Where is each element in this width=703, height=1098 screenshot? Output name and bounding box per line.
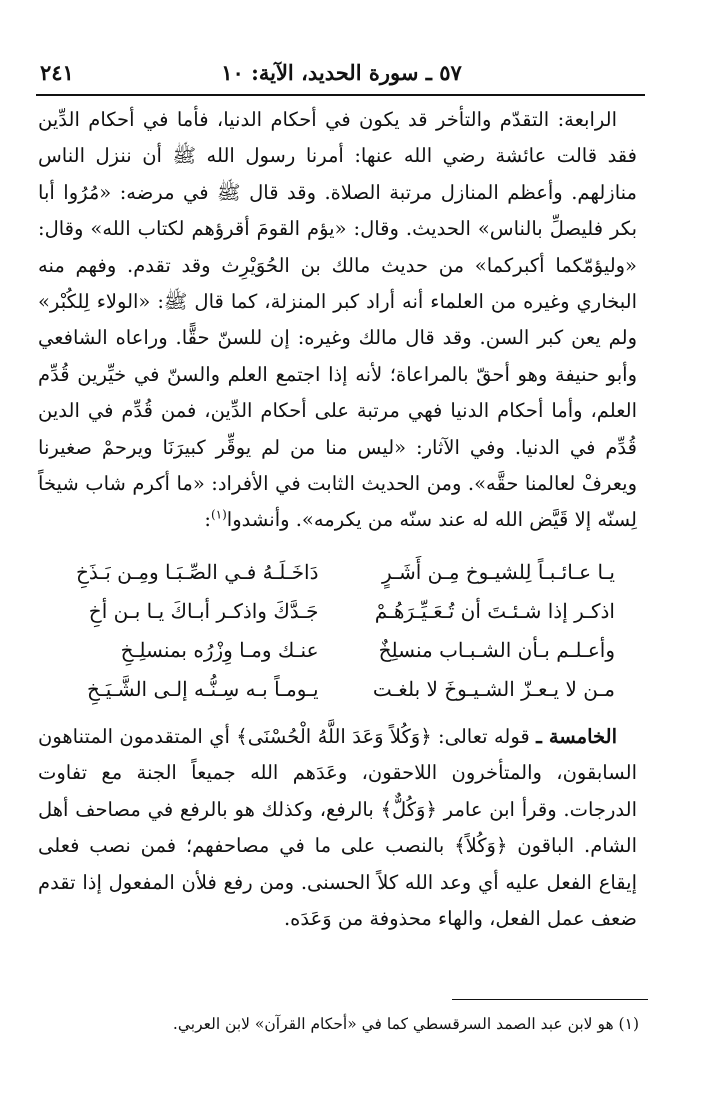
header-title: ٥٧ ـ سورة الحديد، الآية: ١٠ xyxy=(221,60,462,85)
poem-verse xyxy=(38,553,637,592)
paragraph-fifth xyxy=(38,719,637,937)
paragraph-fifth-text: قوله تعالى: ﴿وَكُلاً وَعَدَ اللَّهُ الْحُسْنَى﴾ أي المتقدمون المتناهون السابقون، والمتأخرون اللاحقون، وعَدَهم الله جميعاً الجنة مع تفاوت الدرجات. وقرأ ابن عامر ﴿وَكُلٌّ﴾ بالرفع، وكذلك هو بالرفع في مصاحف أهل الشام. الباقون ﴿وَكُلاً﴾ بالنصب على ما في مصاحفهم؛ فمن نصب فعلى إيقاع الفعل عليه أي وعد الله كلاً الحسنى. ومن رفع فلأن المفعول إذا تقدم ضعف عمل الفعل، والهاء محذوفة من وَعَدَه. xyxy=(38,724,637,930)
verse-first-hemistich: وأعـلـم بـأن الشـبـاب منسلِخٌ xyxy=(378,637,615,662)
verse-first-hemistich: يـا عـائـبـاً لِلشيـوخ مِـن أَشَـرٍ xyxy=(382,559,615,584)
verse-second-hemistich: عنـك ومـا وِزْرُه بمنسلِـخِ xyxy=(120,637,319,662)
running-header xyxy=(40,58,643,92)
verse-first-hemistich: اذكـر إذا شـئـتَ أن تُـعَـيِّـرَهُـمْ xyxy=(374,598,615,623)
poem-verse xyxy=(38,592,637,631)
poem-verse xyxy=(38,670,637,709)
page-number: ٢٤١ xyxy=(40,60,74,85)
main-text xyxy=(38,102,637,937)
poem xyxy=(38,553,637,709)
footnote-marker: (١) xyxy=(210,507,227,522)
poem-verse xyxy=(38,631,637,670)
header-rule xyxy=(36,94,645,96)
footnote: (١) هو لابن عبد الصمد السرقسطي كما في «أحكام القرآن» لابن العربي. xyxy=(172,1015,639,1033)
paragraph-fourth xyxy=(38,102,637,539)
verse-second-hemistich: يـومـاً بـه سِـنُّـه إلـى الشَّـيَـخِ xyxy=(86,676,319,701)
footnote-rule xyxy=(452,999,648,1000)
paragraph-fourth-text: الرابعة: التقدّم والتأخر قد يكون في أحكام الدنيا، فأما في أحكام الدِّين فقد قالت عائشة رضي الله عنها: أمرنا رسول الله ﷺ أن ننزل الناس منازلهم. وأعظم المنازل مرتبة الصلاة. وقد قال ﷺ في مرضه: «مُرُوا أبا بكر فليصلِّ بالناس» الحديث. وقال: «يؤم القومَ أقرؤهم لكتاب الله» وقال: «وليؤمّكما أكبركما» من حديث مالك بن الحُوَيْرِث وقد تقدم. وفهم منه البخاري وغيره من العلماء أنه أراد كبر المنزلة، كما قال ﷺ: «الولاء لِلكُبْر» ولم يعن كبر السن. وقد قال مالك وغيره: إن للسنّ حقًّا. وراعاه الشافعي وأبو حنيفة وهو أحقّ بالمراعاة؛ لأنه إذا اجتمع العلم والسنّ في خيِّرين قُدِّم العلم، وأما أحكام الدنيا فهي مرتبة على أحكام الدِّين، فمن قُدِّم في الدين قُدِّم في الدنيا. وفي الآثار: «ليس منا من لم يوقِّر كبيرَنَا ويرحمْ صغيرنا ويعرفْ لعالمنا حقَّه». ومن الحديث الثابت في الأفراد: «ما أكرم شاب شيخاً لِسنّه إلا قَيَّض الله له عند سنّه من يكرمه». وأنشدوا xyxy=(38,108,637,532)
paragraph-fifth-lead: الخامسة ـ xyxy=(536,724,618,748)
verse-first-hemistich: مـن لا يـعـزّ الشـيـوخَ لا بلغـت xyxy=(372,676,615,701)
paragraph-fourth-tail: : xyxy=(204,508,211,532)
verse-second-hemistich: دَاخَـلَـهُ فـي الصِّـبَـا ومِـن بَـذَخِ xyxy=(75,559,319,584)
verse-second-hemistich: جَـدَّكَ واذكـر أبـاكَ يـا بـن أخِ xyxy=(88,598,319,623)
